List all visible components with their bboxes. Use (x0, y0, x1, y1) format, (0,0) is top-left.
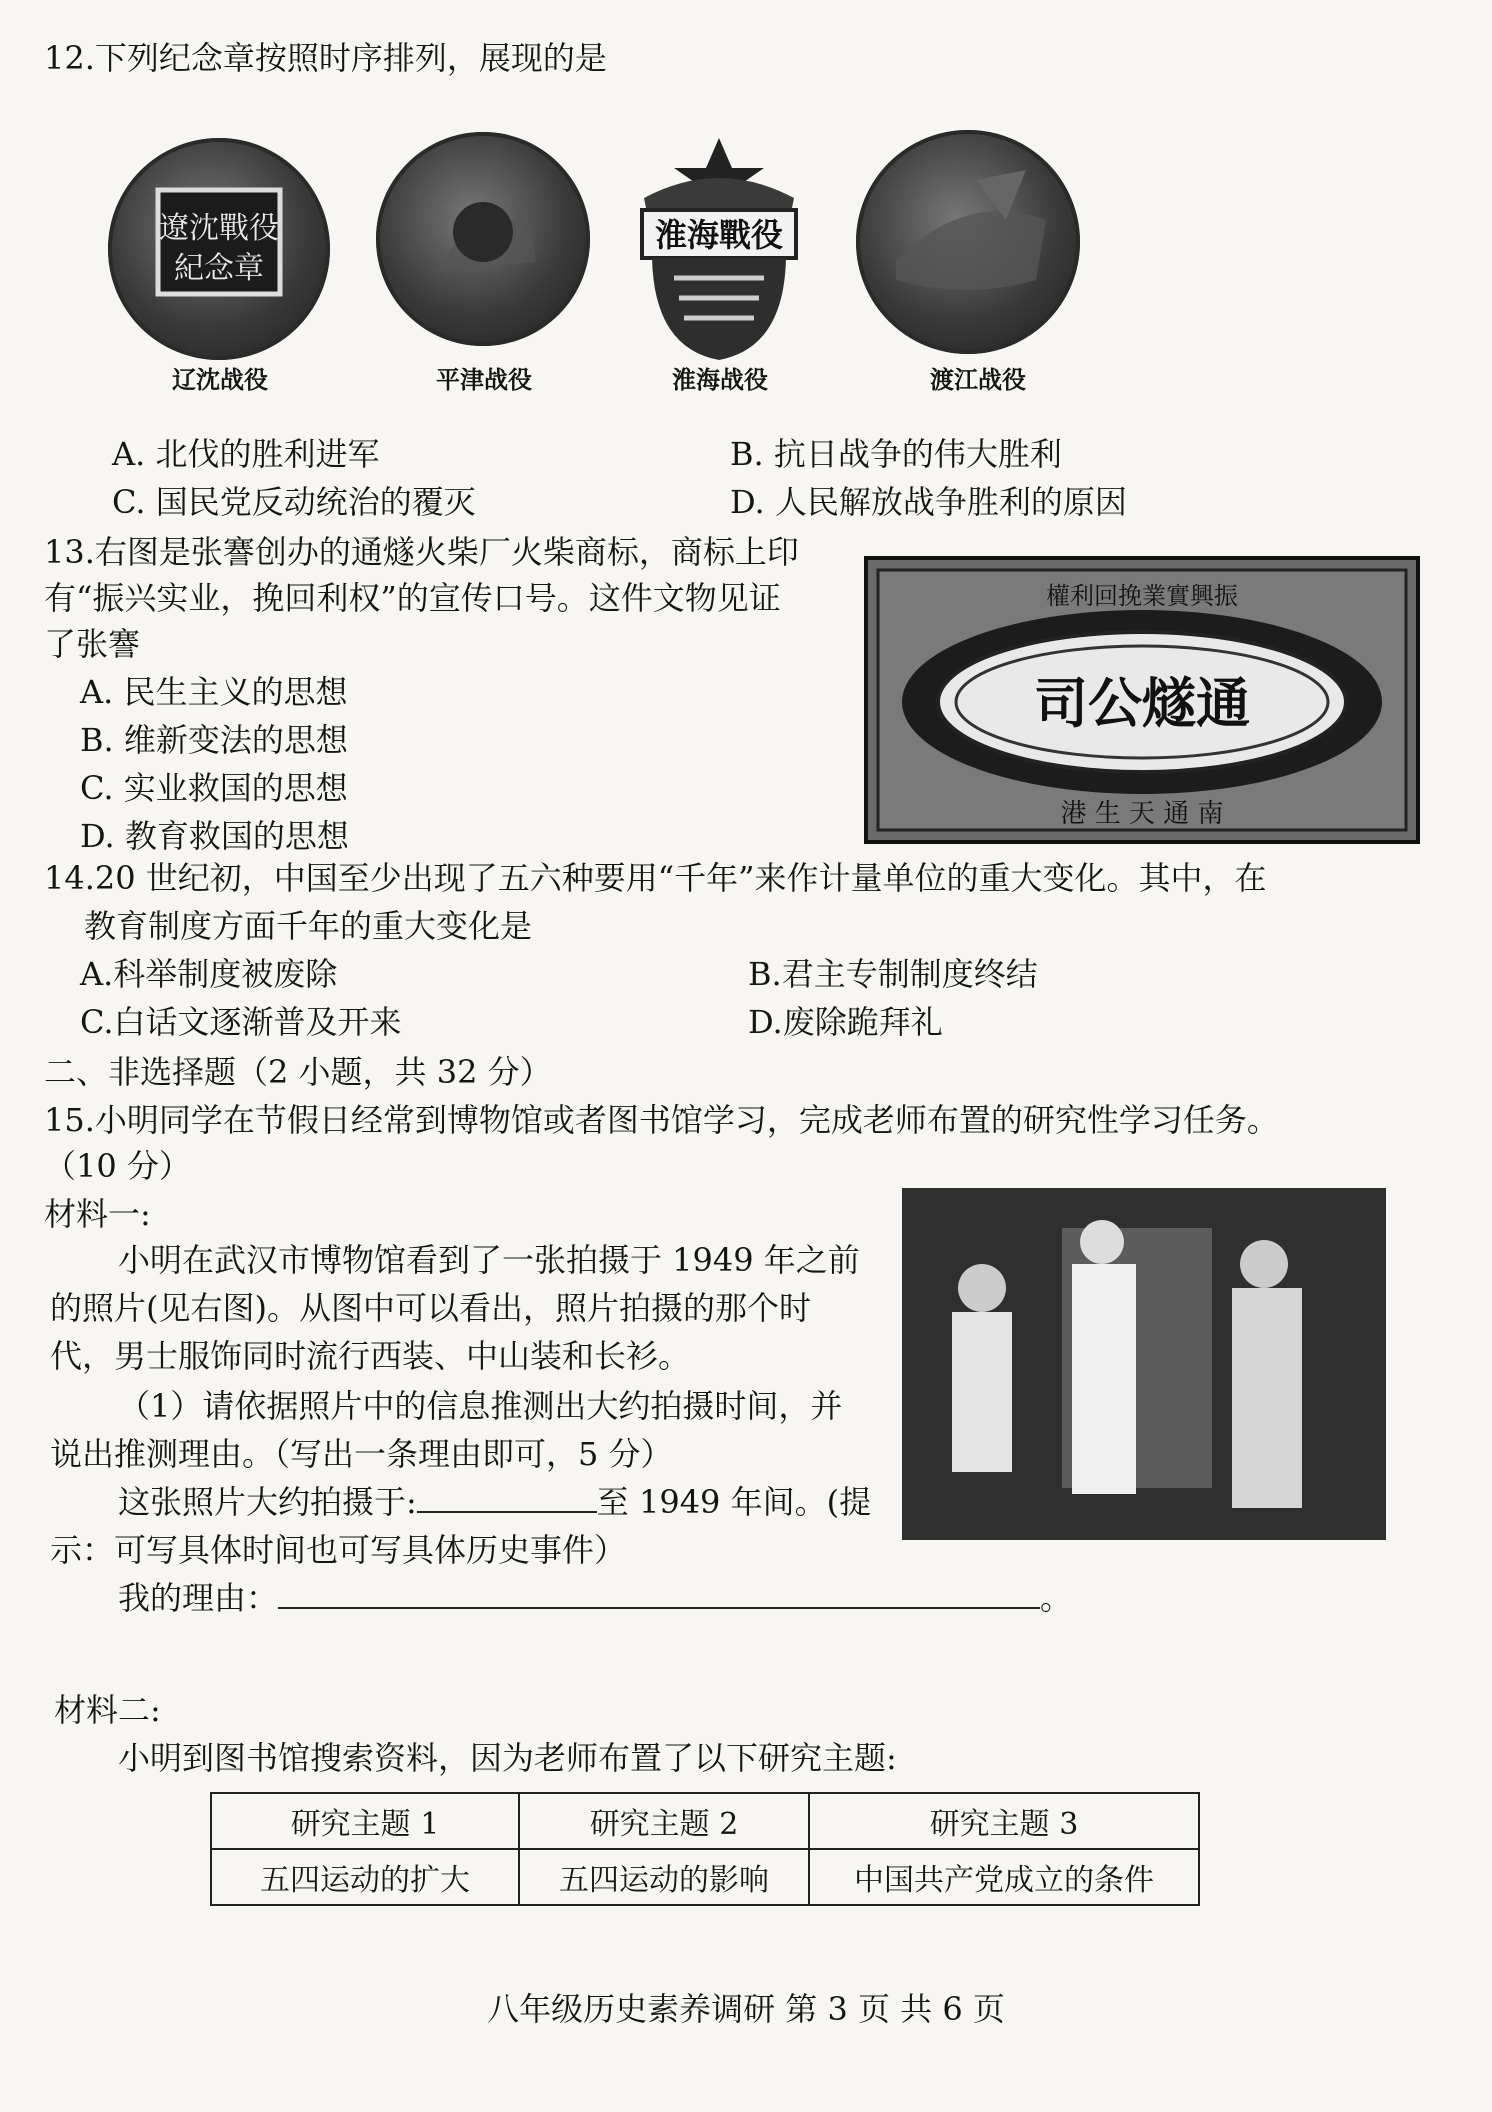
reason-label: 我的理由： (118, 1579, 279, 1617)
table-header-cell: 研究主题 1 (211, 1793, 519, 1849)
answer-blank-time[interactable] (417, 1511, 597, 1513)
q13-option-d: D. 教育救国的思想 (80, 817, 349, 855)
q12-stem: 12.下列纪念章按照时序排列，展现的是 (44, 39, 607, 77)
q14-stem-line1: 14.20 世纪初，中国至少出现了五六种要用“千年”来作计量单位的重大变化。其中，在 (44, 859, 1267, 897)
dujiang-medal-image (856, 130, 1080, 354)
reason-line (118, 1576, 1072, 1620)
answer-hint: 示：可写具体时间也可写具体历史事件） (50, 1531, 627, 1569)
q13-option-a: A. 民生主义的思想 (80, 673, 348, 711)
q13-stem-line3: 了张謇 (44, 625, 141, 663)
q14-stem-line2: 教育制度方面千年的重大变化是 (84, 907, 533, 945)
liaoshen-medal-image (108, 138, 330, 360)
table-cell: 中国共产党成立的条件 (809, 1849, 1199, 1905)
material1-line3: 代，男士服饰同时流行西装、中山装和长衫。 (50, 1337, 691, 1375)
q13-option-b: B. 维新变法的思想 (80, 721, 348, 759)
label-bottom-text: 港 生 天 通 南 (1060, 799, 1224, 829)
q13-stem-line2: 有“振兴实业，挽回利权”的宣传口号。这件文物见证 (44, 579, 781, 617)
table-row (211, 1849, 1199, 1905)
table-header-cell: 研究主题 3 (809, 1793, 1199, 1849)
page-footer: 八年级历史素养调研 第 3 页 共 6 页 (487, 1990, 1005, 2028)
material1-line2: 的照片(见右图)。从图中可以看出，照片拍摄的那个时 (50, 1289, 811, 1327)
table-header-cell: 研究主题 2 (519, 1793, 809, 1849)
section-title: 二、非选择题（2 小题，共 32 分） (44, 1053, 552, 1091)
table-cell: 五四运动的影响 (519, 1849, 809, 1905)
answer-suffix: 至 1949 年间。(提 (596, 1483, 872, 1521)
medal-caption-pingjin: 平津战役 (436, 365, 532, 394)
huaihai-medal-image (624, 128, 814, 368)
q14-option-c: C.白话文逐渐普及开来 (80, 1003, 402, 1041)
q14-option-b: B.君主专制制度终结 (748, 955, 1038, 993)
matchbox-label-image (864, 556, 1420, 844)
material1-line1: 小明在武汉市博物馆看到了一张拍摄于 1949 年之前 (118, 1241, 860, 1279)
label-top-text: 權利回挽業實興振 (1046, 582, 1238, 610)
medal-inscription-line2: 紀念章 (174, 251, 264, 286)
q15-stem-line1: 15.小明同学在节假日经常到博物馆或者图书馆学习，完成老师布置的研究性学习任务。 (44, 1101, 1279, 1139)
q12-option-a: A. 北伐的胜利进军 (112, 435, 380, 473)
q14-option-d: D.废除跪拜礼 (748, 1003, 943, 1041)
medal-caption-huaihai: 淮海战役 (672, 365, 768, 394)
pingjin-medal-image (376, 132, 590, 346)
q12-option-d: D. 人民解放战争胜利的原因 (730, 483, 1127, 521)
material2-heading: 材料二: (54, 1691, 161, 1729)
answer-line (118, 1480, 871, 1524)
research-topics-table (210, 1792, 1200, 1906)
sub-question-1-line1: （1）请依据照片中的信息推测出大约拍摄时间，并 (118, 1387, 843, 1425)
material2-intro: 小明到图书馆搜索资料，因为老师布置了以下研究主题: (118, 1739, 897, 1777)
reason-end: 。 (1040, 1579, 1073, 1617)
medal-caption-liaoshen: 辽沈战役 (172, 365, 268, 394)
table-cell: 五四运动的扩大 (211, 1849, 519, 1905)
q12-option-b: B. 抗日战争的伟大胜利 (730, 435, 1062, 473)
q12-option-c: C. 国民党反动统治的覆灭 (112, 483, 476, 521)
svg-text:淮海戰役: 淮海戰役 (654, 216, 784, 254)
material1-heading: 材料一: (44, 1195, 151, 1233)
q13-stem-line1: 13.右图是张謇创办的通燧火柴厂火柴商标，商标上印 (44, 533, 799, 571)
medal-inscription-line1: 遼沈戰役 (159, 211, 279, 246)
label-center-text: 司公燧通 (1034, 671, 1250, 735)
historical-photo (902, 1188, 1386, 1540)
q13-option-c: C. 实业救国的思想 (80, 769, 348, 807)
sub-question-1-line2: 说出推测理由。（写出一条理由即可，5 分） (50, 1435, 673, 1473)
answer-prefix: 这张照片大约拍摄于: (118, 1483, 417, 1521)
answer-blank-reason[interactable] (278, 1607, 1040, 1609)
q15-stem-line2: （10 分） (44, 1147, 191, 1185)
q14-option-a: A.科举制度被废除 (80, 955, 338, 993)
table-header-row (211, 1793, 1199, 1849)
medal-caption-dujiang: 渡江战役 (930, 365, 1026, 394)
